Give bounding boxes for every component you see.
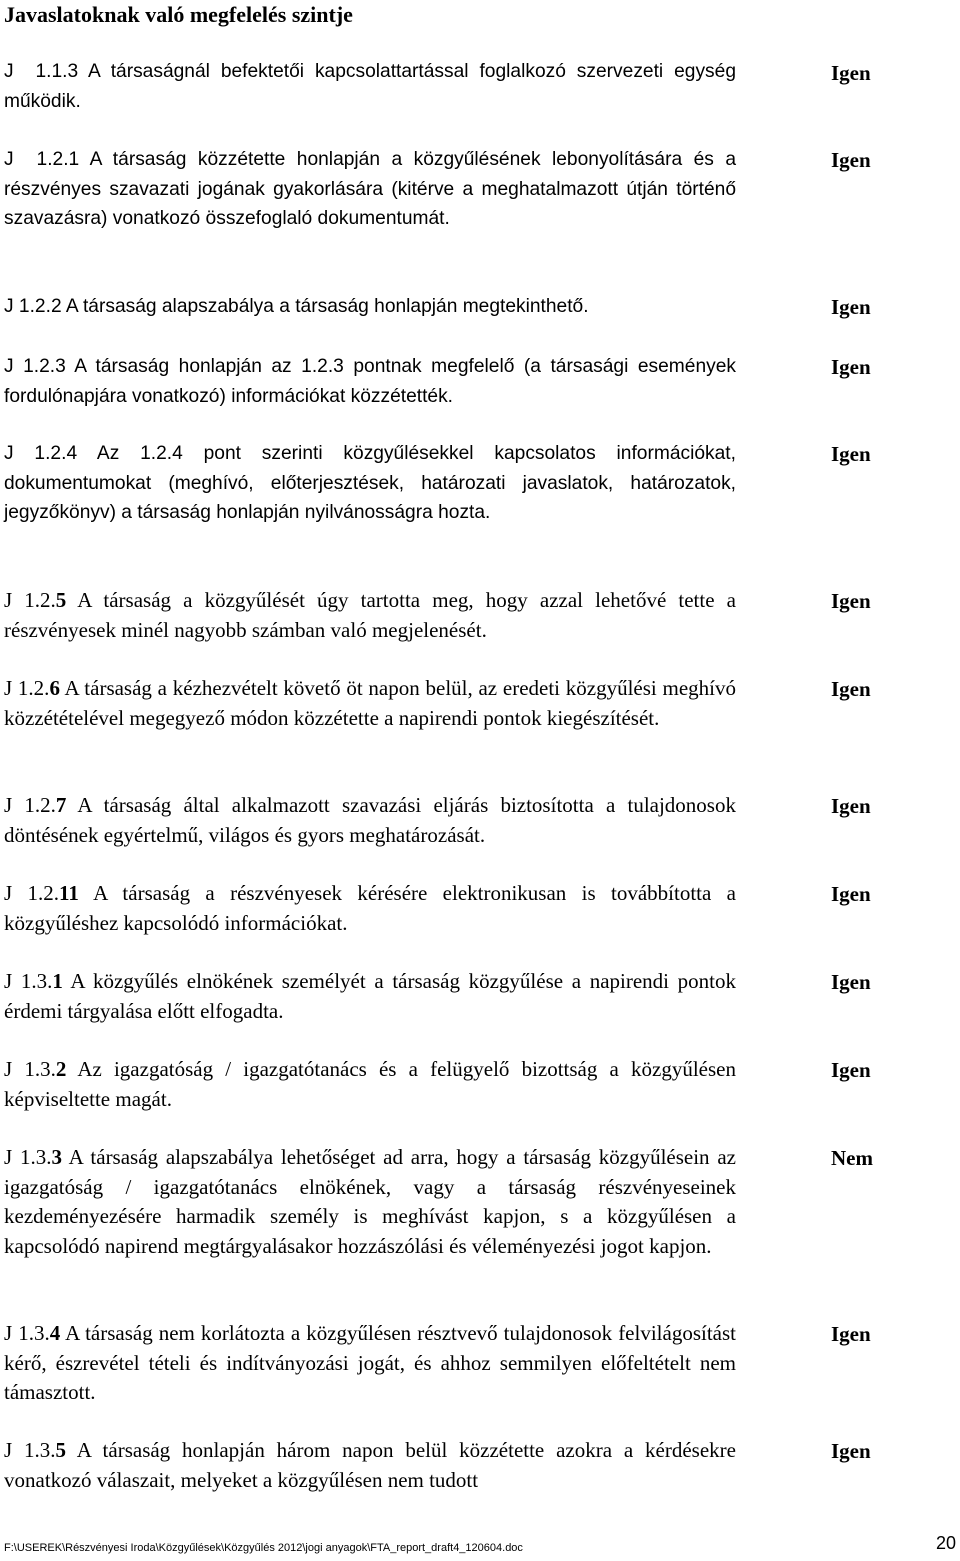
recommendation-item	[4, 1055, 736, 1114]
item-code: J 1.3.3	[4, 1145, 62, 1169]
item-answer: Nem	[831, 1146, 873, 1170]
recommendation-item	[4, 1319, 736, 1408]
item-answer: Igen	[831, 794, 871, 818]
item-answer: Igen	[831, 1058, 871, 1082]
section-heading: Javaslatoknak való megfelelés szintje	[4, 2, 353, 27]
item-answer: Igen	[831, 882, 871, 906]
item-text: A társaság a kézhezvételt követő öt napon belül, az eredeti közgyűlési meghívó közzétételével megegyező módon közzétette a napirendi pontok kiegészítését.	[4, 676, 736, 730]
page-number: 20	[936, 1533, 957, 1553]
recommendation-item	[4, 791, 736, 850]
item-text: A társaság alapszabálya lehetőséget ad arra, hogy a társaság közgyűlésein az igazgatóság / igazgatótanács elnökének, vagy a társaság részvényeseinek kezdeményezésére harmadik személy is meghívást kapjon, s a közgyűlésen a kapcsolódó napirend megtárgyalásakor hozzászólási és véleményezési jogot kapjon.	[4, 1145, 736, 1258]
item-text: Az igazgatóság / igazgatótanács és a felügyelő bizottság a közgyűlésen képviseltette magát.	[4, 1057, 736, 1111]
recommendation-item	[4, 1436, 736, 1495]
item-text: A társaság nem korlátozta a közgyűlésen résztvevő tulajdonosok felvilágosítást kérő, észrevétel tételi és indítványozási jogát, és ahhoz semmilyen előfeltételt nem támasztott.	[4, 1321, 736, 1404]
item-answer: Igen	[831, 355, 871, 379]
recommendation-item	[4, 352, 736, 411]
recommendation-item	[4, 57, 736, 116]
item-code: J 1.3.4	[4, 1321, 61, 1345]
recommendation-item	[4, 145, 736, 234]
item-text: A társaság a közgyűlését úgy tartotta meg, hogy azzal lehetővé tette a részvényesek minél nagyobb számban való megjelenését.	[4, 588, 736, 642]
item-answer: Igen	[831, 970, 871, 994]
item-code: J 1.2.3	[4, 356, 66, 377]
item-text: A társaság a részvényesek kérésére elektronikusan is továbbította a közgyűléshez kapcsolódó információkat.	[4, 881, 736, 935]
item-code: J 1.3.2	[4, 1057, 67, 1081]
item-text: A társaság honlapján három napon belül közzétette azokra a kérdésekre vonatkozó válaszait, melyeket a közgyűlésen nem tudott	[4, 1438, 736, 1492]
item-text: 1.2.1 A társaság közzétette honlapján a közgyűlésének lebonyolítására és a részvényes szavazati jogának gyakorlására (kitérve a meghatalmazott útján történő szavazásra) vonatkozó összefoglaló dokumentumát.	[4, 149, 736, 229]
item-code: J 1.2.6	[4, 676, 60, 700]
item-code: J 1.2.2	[4, 296, 62, 317]
item-answer: Igen	[831, 677, 871, 701]
item-code: J 1.2.5	[4, 588, 67, 612]
item-code: J	[4, 149, 14, 170]
item-answer: Igen	[831, 442, 871, 466]
recommendation-item	[4, 292, 736, 322]
recommendation-item	[4, 1143, 736, 1261]
item-answer: Igen	[831, 1322, 871, 1346]
recommendation-item	[4, 967, 736, 1026]
item-answer: Igen	[831, 295, 871, 319]
recommendation-item	[4, 879, 736, 938]
item-text: A társaság honlapján az 1.2.3 pontnak megfelelő (a társasági események fordulónapjára vonatkozó) információkat közzétették.	[4, 356, 736, 407]
item-code: J 1.3.1	[4, 969, 63, 993]
item-answer: Igen	[831, 589, 871, 613]
item-answer: Igen	[831, 148, 871, 172]
item-code: J 1.2.7	[4, 793, 67, 817]
item-text: A közgyűlés elnökének személyét a társaság közgyűlése a napirendi pontok érdemi tárgyalása előtt elfogadta.	[4, 969, 736, 1023]
item-code: J 1.2.4	[4, 443, 78, 464]
item-text: 1.1.3 A társaságnál befektetői kapcsolattartással foglalkozó szervezeti egység működik.	[4, 61, 736, 112]
recommendation-item	[4, 674, 736, 733]
footer-file-path: F:\USEREK\Részvényesi Iroda\Közgyűlések\Közgyűlés 2012\jogi anyagok\FTA_report_draft4_120604.doc	[4, 1542, 523, 1554]
item-code: J 1.2.11	[4, 881, 79, 905]
item-answer: Igen	[831, 1439, 871, 1463]
item-answer: Igen	[831, 61, 871, 85]
item-text: A társaság alapszabálya a társaság honlapján megtekinthető.	[65, 296, 589, 317]
recommendation-item	[4, 586, 736, 645]
item-code: J 1.3.5	[4, 1438, 67, 1462]
item-code: J	[4, 61, 14, 82]
recommendation-item	[4, 439, 736, 528]
item-text: A társaság által alkalmazott szavazási eljárás biztosította a tulajdonosok döntésének egyértelmű, világos és gyors meghatározását.	[4, 793, 736, 847]
item-text: Az 1.2.4 pont szerinti közgyűlésekkel kapcsolatos információkat, dokumentumokat (meghívó, előterjesztések, határozati javaslatok, határozatok, jegyzőkönyv) a társaság honlapján nyilvánosságra hozta.	[4, 443, 736, 523]
